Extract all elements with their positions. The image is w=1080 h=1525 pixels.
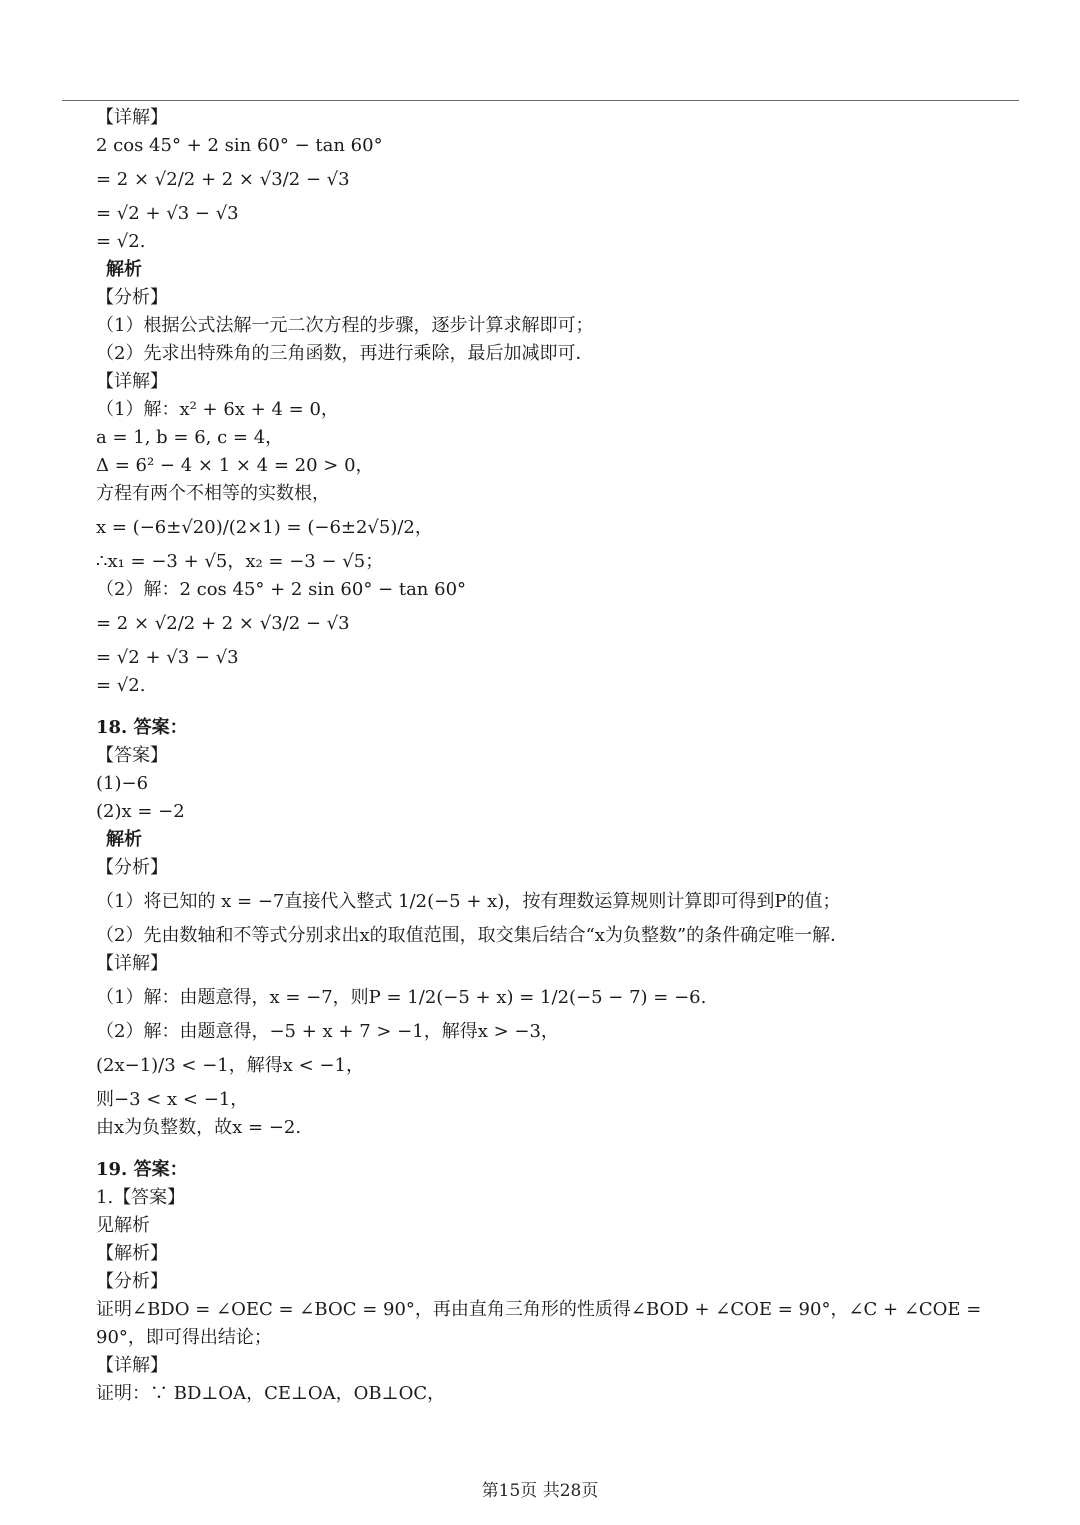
text-line: ∴x₁ = −3 + √5，x₂ = −3 − √5； xyxy=(96,551,384,572)
text-line: = √2 + √3 − √3 xyxy=(96,647,239,668)
document-body xyxy=(96,104,1026,1408)
text-line: 【详解】 xyxy=(96,953,168,974)
text-line: 1.【答案】 xyxy=(96,1187,186,1208)
text-line: 解析 xyxy=(106,259,142,280)
text-line: （1）解：由题意得，x = −7，则P = 1/2(−5 + x) = 1/2(−5 − 7) = −6. xyxy=(96,987,707,1008)
spacer xyxy=(96,1142,1026,1156)
text-line: = 2 × √2/2 + 2 × √3/2 − √3 xyxy=(96,613,350,634)
text-line: 解析 xyxy=(106,829,142,850)
text-line: (1)−6 xyxy=(96,773,149,794)
text-line: 方程有两个不相等的实数根， xyxy=(96,483,330,504)
text-line: = 2 × √2/2 + 2 × √3/2 − √3 xyxy=(96,169,350,190)
text-line: 【答案】 xyxy=(96,745,168,766)
text-line: = √2. xyxy=(96,675,146,696)
text-line: 【分析】 xyxy=(96,1271,168,1292)
text-line: 证明：∵ BD⊥OA，CE⊥OA，OB⊥OC， xyxy=(96,1383,446,1404)
text-line: 【详解】 xyxy=(96,371,168,392)
text-line: 则−3 < x < −1， xyxy=(96,1089,249,1110)
text-line: 【解析】 xyxy=(96,1243,168,1264)
text-line: （1）将已知的 x = −7直接代入整式 1/2(−5 + x)，按有理数运算规则计算即可得到P的值； xyxy=(96,891,841,912)
text-line: 19. 答案： xyxy=(96,1159,188,1180)
text-line: (2x−1)/3 < −1，解得x < −1， xyxy=(96,1055,364,1076)
text-line: = √2 + √3 − √3 xyxy=(96,203,239,224)
text-line: 2 cos 45° + 2 sin 60° − tan 60° xyxy=(96,135,383,156)
text-line: 18. 答案： xyxy=(96,717,188,738)
text-line: （2）先求出特殊角的三角函数，再进行乘除，最后加减即可． xyxy=(96,343,594,364)
text-line: （2）先由数轴和不等式分别求出x的取值范围，取交集后结合“x为负整数”的条件确定唯一解． xyxy=(96,925,849,946)
text-line: 【详解】 xyxy=(96,107,168,128)
text-line: Δ = 6² − 4 × 1 × 4 = 20 > 0， xyxy=(96,455,374,476)
text-line: 见解析 xyxy=(96,1215,150,1236)
text-line: 【详解】 xyxy=(96,1355,168,1376)
page-footer: 第15页 共28页 xyxy=(481,1481,599,1501)
text-line: = √2. xyxy=(96,231,146,252)
text-line: 【分析】 xyxy=(96,287,168,308)
text-line: （2）解：2 cos 45° + 2 sin 60° − tan 60° xyxy=(96,579,467,600)
text-line: （2）解：由题意得，−5 + x + 7 > −1，解得x > −3， xyxy=(96,1021,559,1042)
text-line: 证明∠BDO = ∠OEC = ∠BOC = 90°，再由直角三角形的性质得∠BOD + ∠COE = 90°，∠C + ∠COE = xyxy=(96,1299,982,1320)
text-line: x = (−6±√20)/(2×1) = (−6±2√5)/2， xyxy=(96,517,433,538)
text-line: （1）解：x² + 6x + 4 = 0， xyxy=(96,399,339,420)
text-line: （1）根据公式法解一元二次方程的步骤，逐步计算求解即可； xyxy=(96,315,594,336)
text-line: a = 1, b = 6, c = 4， xyxy=(96,427,284,448)
header-rule xyxy=(62,100,1019,101)
text-line: 【分析】 xyxy=(96,857,168,878)
text-line: 90°，即可得出结论； xyxy=(96,1327,272,1348)
spacer xyxy=(96,700,1026,714)
text-line: (2)x = −2 xyxy=(96,801,185,822)
text-line: 由x为负整数，故x = −2. xyxy=(96,1117,302,1138)
